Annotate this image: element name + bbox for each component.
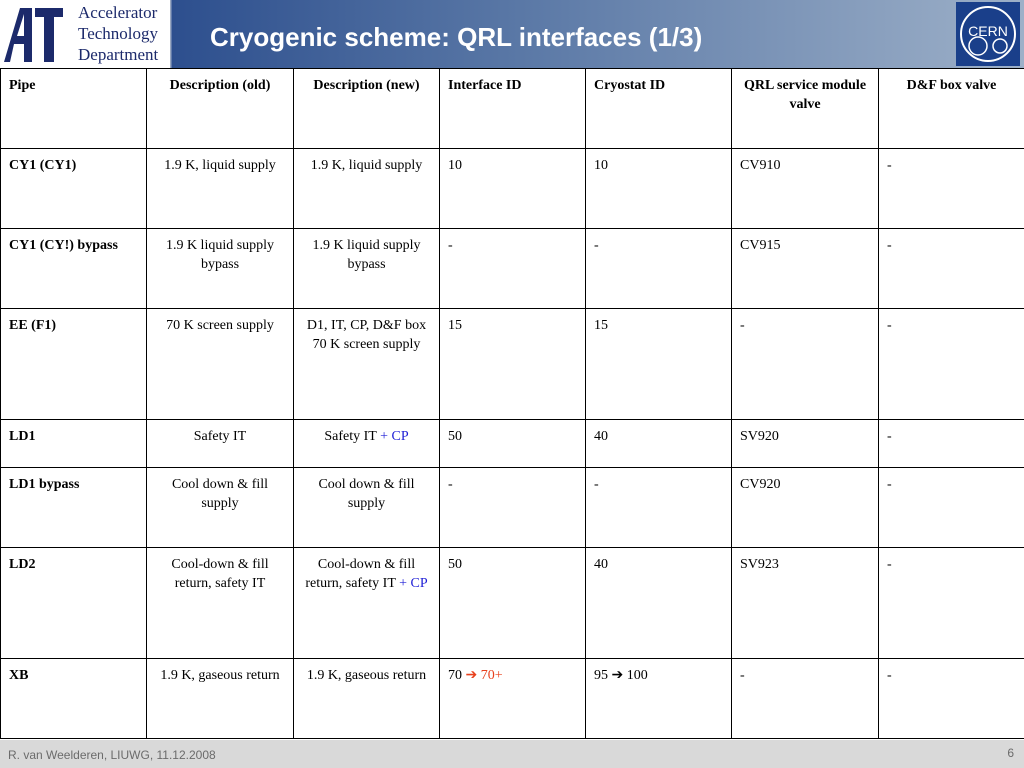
column-header-pipe: Pipe <box>1 69 147 149</box>
df-valve-cell: - <box>879 309 1024 420</box>
cryostat-id-cell: 15 <box>586 309 732 420</box>
interface-id-cell <box>440 659 586 739</box>
column-header-description-new: Description (new) <box>294 69 440 149</box>
table-row <box>1 468 1024 548</box>
description-old-cell: 1.9 K, gaseous return <box>147 659 294 739</box>
page-number: 6 <box>1007 746 1014 760</box>
description-new-addition: + CP <box>380 429 409 444</box>
slide-footer <box>0 740 1024 768</box>
cryostat-id-cell: 40 <box>586 548 732 659</box>
qrl-interfaces-table <box>0 68 1024 739</box>
pipe-cell: EE (F1) <box>1 309 147 420</box>
description-new-addition: + CP <box>399 576 428 591</box>
description-old-cell: Safety IT <box>147 420 294 468</box>
table-row <box>1 659 1024 739</box>
table-header-row <box>1 69 1024 149</box>
slide-title: Cryogenic scheme: QRL interfaces (1/3) <box>210 22 703 52</box>
qrl-valve-cell: CV910 <box>732 149 879 229</box>
description-new-cell: 1.9 K liquid supply bypass <box>294 229 440 309</box>
arrow-right-icon: ➔ <box>611 668 624 683</box>
interface-id-cell: 10 <box>440 149 586 229</box>
pipe-cell: CY1 (CY1) <box>1 149 147 229</box>
table-row <box>1 309 1024 420</box>
interface-id-old: 70 <box>448 668 466 683</box>
qrl-valve-cell: SV923 <box>732 548 879 659</box>
interface-id-cell: - <box>440 229 586 309</box>
column-header-df-valve: D&F box valve <box>879 69 1024 149</box>
at-logo-icon <box>2 4 66 64</box>
logo-line: Department <box>78 45 159 64</box>
description-new-cell: Cool down & fill supply <box>294 468 440 548</box>
accelerator-technology-department-logo <box>0 0 171 68</box>
description-new-cell: 1.9 K, gaseous return <box>294 659 440 739</box>
column-header-cryostat-id: Cryostat ID <box>586 69 732 149</box>
cryostat-id-cell: - <box>586 229 732 309</box>
logo-line: Technology <box>78 24 159 43</box>
interface-id-new: 70+ <box>477 668 503 683</box>
table-row <box>1 229 1024 309</box>
logo-line: Accelerator <box>78 3 158 22</box>
description-old-cell: Cool down & fill supply <box>147 468 294 548</box>
interface-id-cell: 50 <box>440 420 586 468</box>
qrl-valve-cell: SV920 <box>732 420 879 468</box>
df-valve-cell: - <box>879 659 1024 739</box>
description-new-text: Safety IT <box>324 429 381 444</box>
description-new-cell: D1, IT, CP, D&F box 70 K screen supply <box>294 309 440 420</box>
cern-logo <box>956 2 1020 66</box>
cryostat-id-cell: - <box>586 468 732 548</box>
cryostat-id-old: 95 <box>594 668 612 683</box>
df-valve-cell: - <box>879 229 1024 309</box>
pipe-cell: LD1 bypass <box>1 468 147 548</box>
interface-id-cell: - <box>440 468 586 548</box>
df-valve-cell: - <box>879 149 1024 229</box>
table-row <box>1 548 1024 659</box>
qrl-valve-cell: - <box>732 659 879 739</box>
description-old-cell: 70 K screen supply <box>147 309 294 420</box>
description-old-cell: 1.9 K, liquid supply <box>147 149 294 229</box>
df-valve-cell: - <box>879 548 1024 659</box>
cryostat-id-cell: 10 <box>586 149 732 229</box>
description-old-cell: Cool-down & fill return, safety IT <box>147 548 294 659</box>
column-header-interface-id: Interface ID <box>440 69 586 149</box>
cryostat-id-cell <box>586 659 732 739</box>
df-valve-cell: - <box>879 420 1024 468</box>
description-old-cell: 1.9 K liquid supply bypass <box>147 229 294 309</box>
arrow-right-icon: ➔ <box>465 668 478 683</box>
interface-id-cell: 15 <box>440 309 586 420</box>
pipe-cell: LD1 <box>1 420 147 468</box>
pipe-cell: XB <box>1 659 147 739</box>
description-new-cell <box>294 548 440 659</box>
description-new-cell <box>294 420 440 468</box>
df-valve-cell: - <box>879 468 1024 548</box>
table-row <box>1 149 1024 229</box>
cern-logo-text: CERN <box>968 23 1008 39</box>
slide-header <box>0 0 1024 68</box>
footer-author: R. van Weelderen, LIUWG, 11.12.2008 <box>8 748 216 762</box>
cern-logo-icon <box>956 2 1020 66</box>
column-header-qrl-valve: QRL service module valve <box>732 69 879 149</box>
cryostat-id-cell: 40 <box>586 420 732 468</box>
table-row <box>1 420 1024 468</box>
description-new-cell: 1.9 K, liquid supply <box>294 149 440 229</box>
qrl-valve-cell: - <box>732 309 879 420</box>
pipe-cell: CY1 (CY!) bypass <box>1 229 147 309</box>
pipe-cell: LD2 <box>1 548 147 659</box>
interface-id-cell: 50 <box>440 548 586 659</box>
column-header-description-old: Description (old) <box>147 69 294 149</box>
cryostat-id-new: 100 <box>623 668 648 683</box>
qrl-valve-cell: CV920 <box>732 468 879 548</box>
qrl-valve-cell: CV915 <box>732 229 879 309</box>
department-name <box>78 2 158 65</box>
description-new-text: Cool-down & fill return, safety IT <box>305 557 416 591</box>
